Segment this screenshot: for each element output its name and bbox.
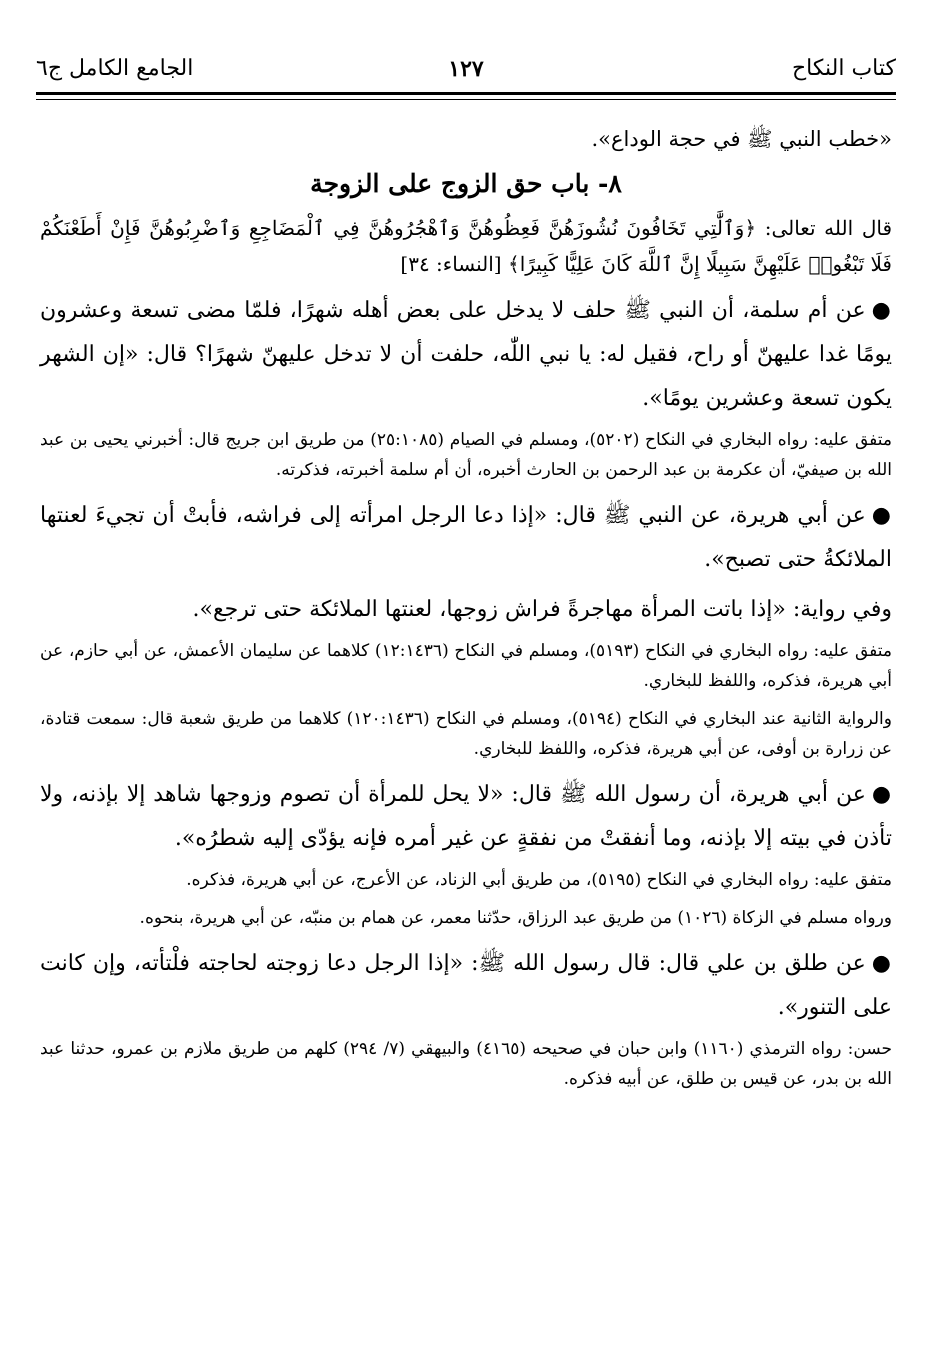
header-rule-thick	[36, 92, 896, 95]
hadith-text	[40, 493, 892, 582]
paragraph-text: عن أبي هريرة، عن النبي ﷺ قال: «إذا دعا الرجل امرأته إلى فراشه، فأبتْ أن تجيءَ لعنتها الملائكةُ حتى تصبح».	[40, 503, 892, 572]
paragraph-text: وفي رواية: «إذا باتت المرأة مهاجرةً فراش زوجها، لعنتها الملائكة حتى ترجع».	[192, 597, 892, 622]
page-body	[40, 122, 892, 1330]
header-rule-thin	[36, 99, 896, 100]
paragraph-text: عن أبي هريرة، أن رسول الله ﷺ قال: «لا يحل للمرأة أن تصوم وزوجها شاهد إلا بإذنه، ولا تأذن في بيته إلا بإذنه، وما أنفقتْ من نفقةٍ عن غير أمره فإنه يؤدّى إليه شطرُه».	[40, 782, 892, 851]
bullet-icon: ●	[871, 502, 892, 528]
paragraph-text: والرواية الثانية عند البخاري في النكاح (٥١٩٤)، ومسلم في النكاح (١٢٠:١٤٣٦) كلاهما من طريق شعبة قال: سمعت قتادة، عن زرارة بن أوفى، عن أبي هريرة، فذكره، واللفظ للبخاري.	[40, 709, 892, 759]
hadith-text	[40, 288, 892, 421]
paragraph-text: عن أم سلمة، أن النبي ﷺ حلف لا يدخل على بعض أهله شهرًا، فلمّا مضى تسعة وعشرون يومًا غدا عليهنّ أو راح، فقيل له: يا نبي اللّٰه، حلفت أن لا تدخل عليهنّ شهرًا؟ قال: «إن الشهر يكون تسعة وعشرين يومًا».	[40, 298, 892, 411]
hadith-takhrij-note	[40, 425, 892, 485]
bullet-icon: ●	[871, 297, 892, 323]
quran-verse: قال الله تعالى: ﴿وَٱلَّٰتِي تَخَافُونَ نُشُوزَهُنَّ فَعِظُوهُنَّ وَٱهْجُرُوهُنَّ فِي ٱلْمَضَاجِعِ وَٱضْرِبُوهُنَّ فَإِنْ أَطَعْنَكُمْ فَلَا تَبْغُوا۟ عَلَيْهِنَّ سَبِيلًا إِنَّ ٱللَّهَ كَانَ عَلِيًّا كَبِيرًا﴾ [النساء: ٣٤]	[40, 216, 892, 276]
bullet-icon: ●	[871, 781, 892, 807]
hadith-text	[40, 588, 892, 632]
paragraph-text: متفق عليه: رواه البخاري في النكاح (٥١٩٥)، من طريق أبي الزناد، عن الأعرج، عن أبي هريرة، فذكره.	[186, 870, 892, 890]
hadith-takhrij-note	[40, 865, 892, 895]
hadith-list	[40, 288, 892, 1094]
hadith-takhrij-note	[40, 636, 892, 696]
paragraph-text: عن طلق بن علي قال: قال رسول الله ﷺ: «إذا الرجل دعا زوجته لحاجته فلْتأته، وإن كانت على التنور».	[40, 951, 892, 1020]
hadith-takhrij-note	[40, 1034, 892, 1094]
hadith-text	[40, 941, 892, 1030]
paragraph-text: متفق عليه: رواه البخاري في النكاح (٥٢٠٢)، ومسلم في الصيام (٢٥:١٠٨٥) من طريق ابن جريج قال: أخبرني يحيى بن عبد الله بن صيفيّ، أن عكرمة بن عبد الرحمن بن الحارث أخبره، أن أم سلمة أخبرته، فذكرته.	[40, 430, 892, 480]
hadith-takhrij-note	[40, 704, 892, 764]
page-number: ١٢٧	[448, 56, 484, 82]
paragraph-text: ورواه مسلم في الزكاة (١٠٢٦) من طريق عبد الرزاق، حدّثنا معمر، عن همام بن منبّه، عن أبي هريرة، بنحوه.	[139, 908, 892, 928]
book-title: الجامع الكامل ج٦	[36, 56, 194, 81]
hadith-takhrij-note	[40, 903, 892, 933]
hadith-text	[40, 772, 892, 861]
paragraph-text: حسن: رواه الترمذي (١١٦٠) وابن حبان في صحيحه (٤١٦٥) والبيهقي (٧/ ٢٩٤) كلهم من طريق ملازم بن عمرو، حدثنا عبد الله بن بدر، عن قيس بن طلق، عن أبيه فذكره.	[40, 1039, 892, 1089]
page-header	[36, 52, 896, 92]
paragraph-text: متفق عليه: رواه البخاري في النكاح (٥١٩٣)، ومسلم في النكاح (١٢:١٤٣٦) كلاهما عن سليمان الأعمش، عن أبي حازم، عن أبي هريرة، فذكره، واللفظ للبخاري.	[40, 641, 892, 691]
section-heading: ٨- باب حق الزوج على الزوجة	[310, 169, 622, 198]
chapter-title: كتاب النكاح	[791, 56, 896, 81]
bullet-icon: ●	[871, 950, 892, 976]
continuation-line: «خطب النبي ﷺ في حجة الوداع».	[591, 127, 892, 151]
